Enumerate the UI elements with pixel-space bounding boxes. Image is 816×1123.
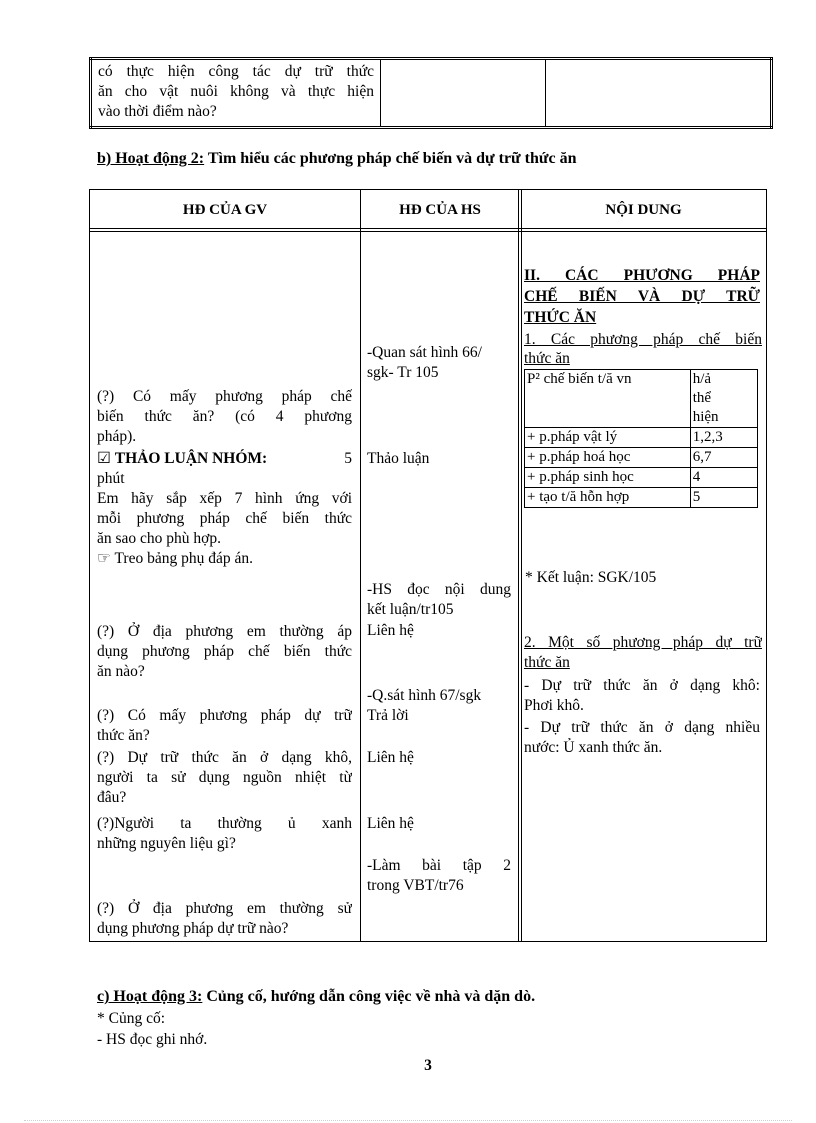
section-b-label: b) Hoạt động 2: xyxy=(97,150,205,167)
table-row xyxy=(525,428,758,448)
gv-line: những nguyên liệu gì? xyxy=(97,835,236,852)
gv-question-1 xyxy=(97,387,352,447)
table-row xyxy=(525,448,758,468)
nd-line: nước: Ủ xanh thức ăn. xyxy=(524,739,663,756)
header-right-line: h/ả xyxy=(692,371,712,387)
method-table-header-left: P² chế biến t/ă vn xyxy=(525,370,691,428)
column-divider xyxy=(521,190,522,941)
header-hs: HĐ CỦA HS xyxy=(399,202,481,218)
hs-answer-2: Thảo luận xyxy=(367,450,430,467)
gv-line: (?) Dự trữ thức ăn ở dạng khô, xyxy=(97,749,352,766)
gv-line: thức ăn? xyxy=(97,727,150,744)
gv-line: biến thức ăn? (có 4 phương xyxy=(97,408,352,425)
gv-line: (?) Ở địa phương em thường áp xyxy=(97,623,352,640)
nd-wet-storage xyxy=(524,718,760,758)
method-table xyxy=(524,369,758,508)
gv-line: Em hãy sắp xếp 7 hình ứng với xyxy=(97,490,352,507)
column-divider xyxy=(518,190,519,941)
hs-line: -Quan sát hình 66/ xyxy=(367,344,482,361)
nd-title-line: II. CÁC PHƯƠNG PHÁP xyxy=(524,267,760,284)
method-figures: 6,7 xyxy=(690,448,757,468)
gv-treo: Treo bảng phụ đáp án. xyxy=(110,550,253,567)
nd-line: 1. Các phương pháp chế biến xyxy=(524,331,762,348)
section-c-text: Củng cố, hướng dẫn công việc về nhà và dặn dò. xyxy=(202,988,536,1005)
nd-subheading-1 xyxy=(524,330,762,368)
header-gv: HĐ CỦA GV xyxy=(182,202,268,218)
nd-title-line: CHẾ BIẾN VÀ DỰ TRỮ xyxy=(524,288,760,305)
header-noi-dung: NỘI DUNG xyxy=(605,202,682,218)
cung-co-label: * Củng cố: xyxy=(97,1010,166,1027)
hs-line: sgk- Tr 105 xyxy=(367,364,439,381)
nd-title-line: THỨC ĂN xyxy=(524,309,597,326)
method-name: + p.pháp sinh học xyxy=(525,468,691,488)
nd-line: Phơi khô. xyxy=(524,697,584,714)
method-table-header xyxy=(525,370,758,428)
section-b-text: Tìm hiểu các phương pháp chế biến và dự trữ thức ăn xyxy=(204,150,577,167)
gv-line: ăn sao cho phù hợp. xyxy=(97,530,221,547)
hs-answer-8 xyxy=(367,856,511,896)
header-divider xyxy=(90,231,766,232)
hs-answer-5 xyxy=(367,686,511,726)
page-bottom-border xyxy=(24,1120,792,1121)
hs-answer-7: Liên hệ xyxy=(367,815,414,832)
method-figures: 1,2,3 xyxy=(690,428,757,448)
section-c-label: c) Hoạt động 3: xyxy=(97,988,203,1005)
method-table-header-right xyxy=(690,370,757,428)
gv-line: phút xyxy=(97,470,125,487)
top-cell-line: vào thời điểm nào? xyxy=(98,103,217,120)
hs-answer-6: Liên hệ xyxy=(367,749,414,766)
hs-line: -HS đọc nội dung xyxy=(367,581,511,598)
hs-line: kết luận/tr105 xyxy=(367,601,454,618)
nd-line: 2. Một số phương pháp dự trữ xyxy=(524,634,762,651)
section-b-heading xyxy=(97,149,576,168)
nd-line: - Dự trữ thức ăn ở dạng nhiều xyxy=(524,719,760,736)
top-cell-line: có thực hiện công tác dự trữ thức xyxy=(98,63,374,80)
gv-question-2 xyxy=(97,622,352,682)
top-table xyxy=(89,57,773,129)
hs-line: -Q.sát hình 67/sgk xyxy=(367,687,482,704)
thao-luan-minutes: 5 xyxy=(344,450,352,467)
gv-line: ăn nào? xyxy=(97,663,145,680)
page-number: 3 xyxy=(424,1057,432,1074)
nd-subheading-2 xyxy=(524,633,762,673)
top-table-cell-1 xyxy=(91,59,381,128)
gv-question-6 xyxy=(97,899,352,939)
gv-question-3 xyxy=(97,706,352,746)
method-name: + p.pháp vật lý xyxy=(525,428,691,448)
hs-line: -Làm bài tập 2 xyxy=(367,857,511,874)
method-figures: 5 xyxy=(690,488,757,508)
hs-line: Trả lời xyxy=(367,707,409,724)
gv-line: (?) Có mấy phương pháp chế xyxy=(97,388,352,405)
top-table-cell-2 xyxy=(381,59,546,128)
checkbox-icon: ☑ xyxy=(97,450,111,467)
top-table-cell-3 xyxy=(546,59,772,128)
header-divider xyxy=(90,228,766,229)
section-c-heading xyxy=(97,987,535,1006)
gv-line: đâu? xyxy=(97,789,127,806)
gv-line: dụng phương pháp chế biến thức xyxy=(97,643,352,660)
method-name: + tạo t/ă hỗn hợp xyxy=(525,488,691,508)
gv-line: người ta sử dụng nguồn nhiệt từ xyxy=(97,769,352,786)
hand-point-icon: ☞ xyxy=(97,550,111,567)
top-cell-line: ăn cho vật nuôi không và thực hiện xyxy=(98,83,374,100)
gv-thao-luan xyxy=(97,449,352,569)
hs-answer-3 xyxy=(367,580,511,620)
gv-question-4 xyxy=(97,748,352,808)
hs-answer-4: Liên hệ xyxy=(367,622,414,639)
nd-ket-luan: * Kết luận: SGK/105 xyxy=(525,569,657,586)
gv-line: (?)Người ta thường ủ xanh xyxy=(97,815,352,832)
gv-question-5 xyxy=(97,814,352,854)
hs-answer-1 xyxy=(367,343,511,383)
column-divider xyxy=(360,190,361,941)
nd-section-title xyxy=(524,265,760,328)
gv-line: pháp). xyxy=(97,428,137,445)
gv-line: dụng phương pháp dự trữ nào? xyxy=(97,920,289,937)
nd-line: - Dự trữ thức ăn ở dạng khô: xyxy=(524,677,760,694)
cung-co-item: - HS đọc ghi nhớ. xyxy=(97,1031,208,1048)
table-row xyxy=(525,488,758,508)
thao-luan-label: THẢO LUẬN NHÓM: xyxy=(114,450,268,467)
nd-line: thức ăn xyxy=(524,654,570,671)
header-right-line: hiện xyxy=(692,409,719,425)
nd-line: thức ăn xyxy=(524,350,570,367)
table-row xyxy=(525,468,758,488)
hs-line: trong VBT/tr76 xyxy=(367,877,464,894)
gv-line: mỗi phương pháp chế biến thức xyxy=(97,510,352,527)
header-right-line: thể xyxy=(692,390,712,406)
nd-dry-storage xyxy=(524,676,760,716)
method-figures: 4 xyxy=(690,468,757,488)
method-name: + p.pháp hoá học xyxy=(525,448,691,468)
gv-line: (?) Ở địa phương em thường sử xyxy=(97,900,352,917)
gv-line: (?) Có mấy phương pháp dự trữ xyxy=(97,707,352,724)
